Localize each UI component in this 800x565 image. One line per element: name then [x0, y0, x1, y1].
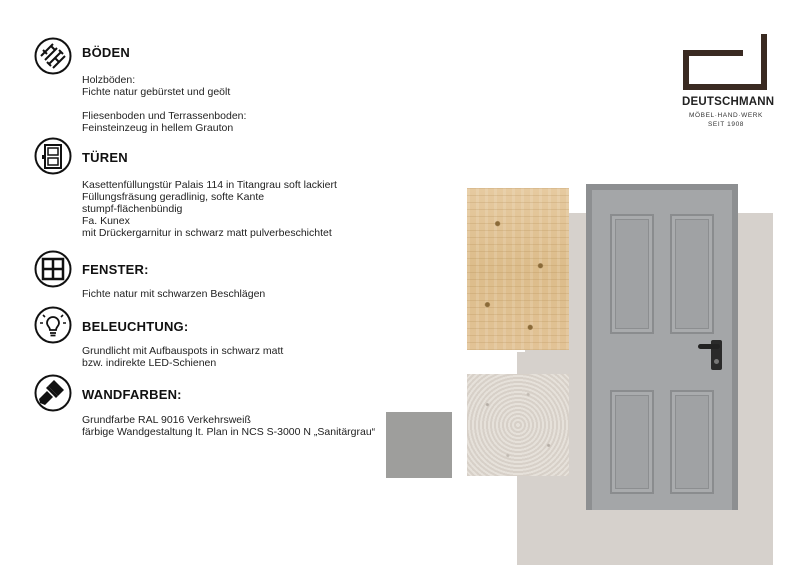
tueren-line-1: Kasettenfüllungstür Palais 114 in Titangrau soft lackiert — [82, 179, 337, 191]
tueren-line-4: Fa. Kunex — [82, 215, 130, 227]
fenster-line-1: Fichte natur mit schwarzen Beschlägen — [82, 288, 266, 300]
brand-tagline: MÖBEL·HAND·WERK — [688, 112, 763, 119]
boden-line-3: Fliesenboden und Terrassenboden: — [82, 110, 247, 122]
door-panel-top-left — [610, 214, 654, 334]
section-heading-tueren: TÜREN — [82, 150, 128, 165]
tueren-line-2: Füllungsfräsung geradlinig, softe Kante — [82, 191, 265, 203]
door-panel-top-right — [670, 214, 714, 334]
boden-line-1: Holzböden: — [82, 74, 136, 86]
lightbulb-icon — [34, 306, 72, 344]
wood-sample — [467, 188, 569, 350]
stone-tile-sample — [467, 374, 569, 476]
section-heading-boden: BÖDEN — [82, 45, 130, 60]
paint-brush-icon — [34, 374, 72, 412]
wandfarben-line-2: färbige Wandgestaltung lt. Plan in NCS S-3000 N „Sanitärgrau“ — [82, 426, 376, 438]
boden-line-4: Feinsteinzeug in hellem Grauton — [82, 122, 234, 134]
section-heading-wandfarben: WANDFARBEN: — [82, 387, 182, 402]
door-panel-bottom-left — [610, 390, 654, 494]
door-panel-bottom-right — [670, 390, 714, 494]
section-heading-fenster: FENSTER: — [82, 262, 149, 277]
parquet-icon — [34, 37, 72, 75]
door-keyhole — [714, 359, 719, 364]
tueren-line-3: stumpf-flächenbündig — [82, 203, 183, 215]
boden-line-2: Fichte natur gebürstet und geölt — [82, 86, 231, 98]
door-handle — [698, 344, 720, 349]
wall-color-swatch — [386, 412, 452, 478]
door-icon — [34, 137, 72, 175]
brand-name: DEUTSCHMANN — [682, 96, 775, 108]
beleuchtung-line-2: bzw. indirekte LED-Schienen — [82, 357, 217, 369]
wandfarben-line-1: Grundfarbe RAL 9016 Verkehrsweiß — [82, 414, 251, 426]
beleuchtung-line-1: Grundlicht mit Aufbauspots in schwarz matt — [82, 345, 284, 357]
brand-logo — [683, 34, 767, 90]
brand-since: SEIT 1908 — [708, 121, 744, 128]
section-heading-beleuchtung: BELEUCHTUNG: — [82, 319, 189, 334]
tueren-line-5: mit Drückergarnitur in schwarz matt pulverbeschichtet — [82, 227, 332, 239]
window-icon — [34, 250, 72, 288]
